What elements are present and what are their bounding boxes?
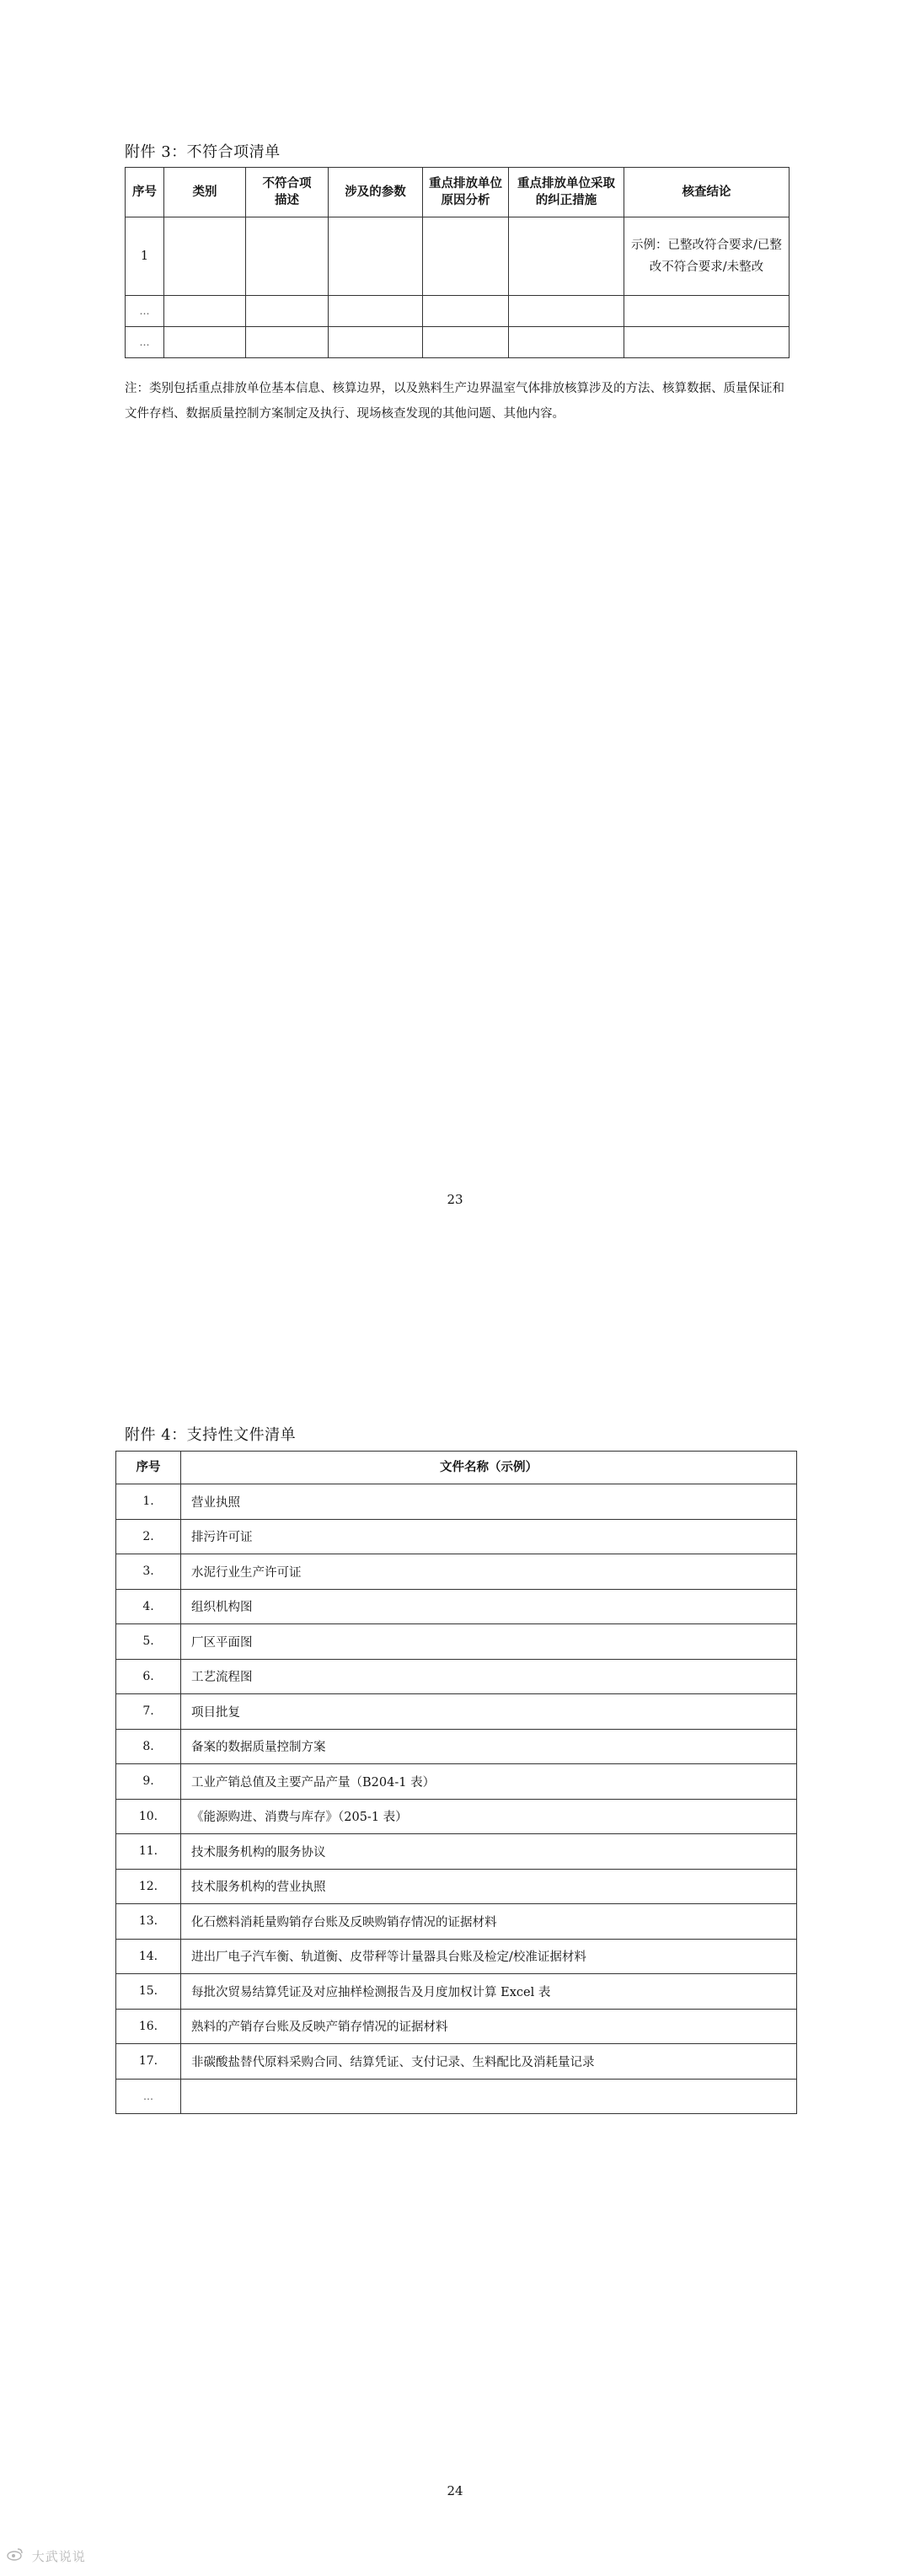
row-index: 5.	[116, 1624, 181, 1660]
row-index: 10.	[116, 1799, 181, 1834]
cell-empty	[509, 327, 624, 358]
table-row	[116, 1589, 797, 1624]
table-row	[116, 1554, 797, 1590]
table-header-row	[116, 1452, 797, 1484]
document-name: 技术服务机构的服务协议	[181, 1834, 797, 1870]
header-category: 类别	[164, 168, 246, 217]
cell-empty	[164, 296, 246, 327]
table-row	[116, 1484, 797, 1520]
table-row	[116, 1904, 797, 1940]
document-name: 熟料的产销存台账及反映产销存情况的证据材料	[181, 2009, 797, 2044]
cell-empty	[509, 296, 624, 327]
row-index: 4.	[116, 1589, 181, 1624]
table-row	[116, 1834, 797, 1870]
annex3-heading: 附件 3：不符合项清单	[125, 143, 281, 161]
cell-empty	[164, 217, 246, 296]
cell-empty	[164, 327, 246, 358]
page-number: 23	[447, 1192, 463, 1207]
table-row	[116, 1694, 797, 1730]
row-index: 14.	[116, 1939, 181, 1974]
header-document-name: 文件名称（示例）	[181, 1452, 797, 1484]
table-body	[116, 1484, 797, 2114]
header-conclusion: 核查结论	[624, 168, 790, 217]
header-corrective-measures-text: 重点排放单位采取的纠正措施	[517, 177, 615, 207]
header-index: 序号	[116, 1452, 181, 1484]
table-row	[116, 1869, 797, 1904]
document-name: 备案的数据质量控制方案	[181, 1729, 797, 1764]
page-24	[0, 1288, 910, 2576]
cell-empty	[246, 327, 329, 358]
noncompliance-table	[125, 167, 790, 358]
table-row	[116, 1974, 797, 2010]
document-name: 项目批复	[181, 1694, 797, 1730]
header-description	[246, 168, 329, 217]
cell-empty	[246, 296, 329, 327]
table-row	[116, 1939, 797, 1974]
table-row	[116, 2044, 797, 2080]
header-description-text: 不符合项描述	[262, 177, 312, 207]
cell-empty	[181, 2079, 797, 2113]
cell-conclusion	[624, 217, 790, 296]
document-name: 《能源购进、消费与库存》（205-1 表）	[181, 1799, 797, 1834]
row-ellipsis: …	[126, 296, 164, 327]
header-index: 序号	[126, 168, 164, 217]
row-index: 2.	[116, 1519, 181, 1554]
row-index: 3.	[116, 1554, 181, 1590]
row-index: 16.	[116, 2009, 181, 2044]
table-row	[116, 1729, 797, 1764]
header-parameters: 涉及的参数	[329, 168, 423, 217]
header-corrective-measures	[509, 168, 624, 217]
row-index: 8.	[116, 1729, 181, 1764]
watermark-text: 大武说说	[31, 2549, 86, 2564]
cell-empty	[329, 217, 423, 296]
table-header-row	[126, 168, 790, 217]
row-index: 11.	[116, 1834, 181, 1870]
document-name: 化石燃料消耗量购销存台账及反映购销存情况的证据材料	[181, 1904, 797, 1940]
table-row	[126, 296, 790, 327]
cell-empty	[329, 296, 423, 327]
cell-empty	[423, 217, 509, 296]
weibo-icon	[7, 2547, 24, 2564]
row-index: 7.	[116, 1694, 181, 1730]
cell-empty	[509, 217, 624, 296]
document-name: 进出厂电子汽车衡、轨道衡、皮带秤等计量器具台账及检定/校准证据材料	[181, 1939, 797, 1974]
table-row	[116, 2009, 797, 2044]
document-name: 每批次贸易结算凭证及对应抽样检测报告及月度加权计算 Excel 表	[181, 1974, 797, 2010]
row-ellipsis: …	[126, 327, 164, 358]
table-row	[116, 1659, 797, 1694]
document-name: 排污许可证	[181, 1519, 797, 1554]
cell-empty	[423, 296, 509, 327]
document-name: 厂区平面图	[181, 1624, 797, 1660]
watermark	[7, 2547, 86, 2565]
cell-empty	[246, 217, 329, 296]
cell-empty	[329, 327, 423, 358]
cell-empty	[624, 327, 790, 358]
table-row	[126, 217, 790, 296]
document-name: 组织机构图	[181, 1589, 797, 1624]
table-row	[116, 1624, 797, 1660]
row-index: 9.	[116, 1764, 181, 1800]
table-row	[116, 1519, 797, 1554]
row-index: 1.	[116, 1484, 181, 1520]
header-cause-analysis-text: 重点排放单位原因分析	[429, 177, 502, 207]
table-row	[116, 1799, 797, 1834]
row-index: 12.	[116, 1869, 181, 1904]
table-row	[126, 327, 790, 358]
supporting-documents-table	[115, 1451, 797, 2114]
annex4-heading: 附件 4：支持性文件清单	[125, 1426, 297, 1444]
cell-empty	[624, 296, 790, 327]
cell-empty	[423, 327, 509, 358]
row-index: 6.	[116, 1659, 181, 1694]
document-name: 水泥行业生产许可证	[181, 1554, 797, 1590]
table-row	[116, 2079, 797, 2113]
document-name: 工业产销总值及主要产品产量（B204-1 表）	[181, 1764, 797, 1800]
row-index: 13.	[116, 1904, 181, 1940]
row-index: 1	[126, 217, 164, 296]
document-name: 营业执照	[181, 1484, 797, 1520]
page-number: 24	[447, 2483, 463, 2498]
conclusion-text: 示例：已整改符合要求/已整改不符合要求/未整改	[631, 239, 782, 274]
document-name: 工艺流程图	[181, 1659, 797, 1694]
document-name: 技术服务机构的营业执照	[181, 1869, 797, 1904]
header-cause-analysis	[423, 168, 509, 217]
annex3-note: 注：类别包括重点排放单位基本信息、核算边界，以及熟料生产边界温室气体排放核算涉及的方法、核算数据、质量保证和文件存档、数据质量控制方案制定及执行、现场核查发现的其他问题、其他内容。	[125, 382, 784, 421]
document-name: 非碳酸盐替代原料采购合同、结算凭证、支付记录、生料配比及消耗量记录	[181, 2044, 797, 2080]
row-index: 15.	[116, 1974, 181, 2010]
row-index: 17.	[116, 2044, 181, 2080]
row-ellipsis: …	[116, 2079, 181, 2113]
table-row	[116, 1764, 797, 1800]
